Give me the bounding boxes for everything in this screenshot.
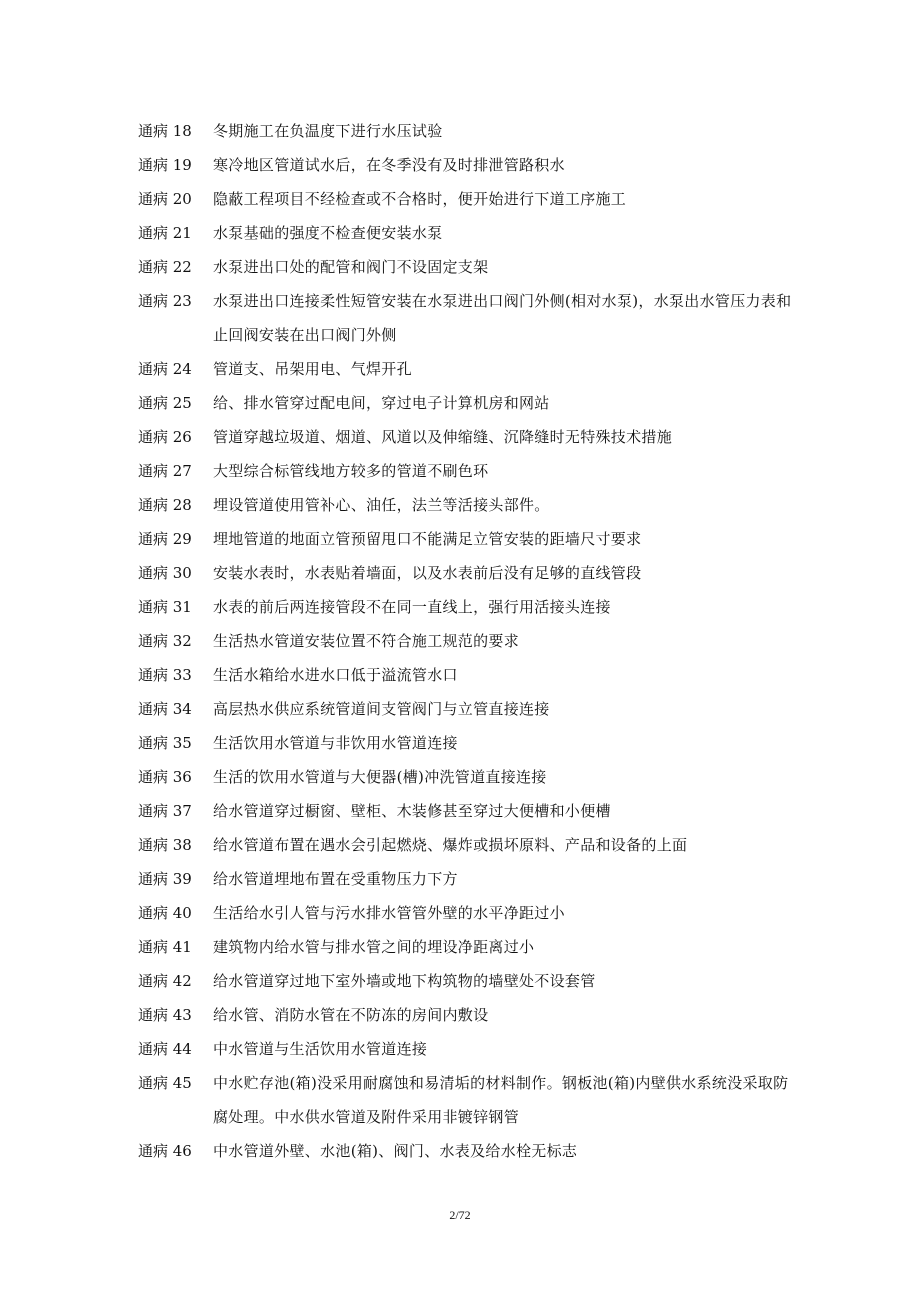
item-code: 通病 45 <box>138 1074 192 1092</box>
item-text: 建筑物内给水管与排水管之间的埋设净距离过小 <box>213 938 535 957</box>
item-code: 通病 37 <box>138 802 192 820</box>
item-code: 通病 34 <box>138 700 192 718</box>
list-item <box>138 596 798 618</box>
item-text: 给水管道布置在遇水会引起燃烧、爆炸或损坏原料、产品和设备的上面 <box>213 836 688 855</box>
item-text: 生活的饮用水管道与大便器(槽)冲洗管道直接连接 <box>213 768 547 787</box>
item-text: 中水管道与生活饮用水管道连接 <box>213 1040 428 1059</box>
list-item <box>138 1004 798 1026</box>
item-code: 通病 32 <box>138 632 192 650</box>
item-text: 给水管道穿过地下室外墙或地下构筑物的墙壁处不设套管 <box>213 972 596 991</box>
list-item <box>138 630 798 652</box>
item-code: 通病 30 <box>138 564 192 582</box>
item-text: 中水管道外壁、水池(箱)、阀门、水表及给水栓无标志 <box>213 1142 578 1161</box>
list-item <box>138 902 798 924</box>
item-code: 通病 38 <box>138 836 192 854</box>
list-item <box>138 358 798 380</box>
list-item <box>138 222 798 244</box>
list-item <box>138 494 798 516</box>
item-code: 通病 26 <box>138 428 192 446</box>
list-item <box>138 834 798 856</box>
item-code: 通病 19 <box>138 156 192 174</box>
item-code: 通病 46 <box>138 1142 192 1160</box>
list-item <box>138 290 798 346</box>
list-item <box>138 1038 798 1060</box>
item-text: 中水贮存池(箱)没采用耐腐蚀和易清垢的材料制作。钢板池(箱)内壁供水系统没采取防腐处理。中水供水管道及附件采用非镀锌钢管 <box>213 1074 789 1127</box>
item-code: 通病 36 <box>138 768 192 786</box>
defect-list <box>138 120 798 1174</box>
item-text: 埋设管道使用管补心、油任，法兰等活接头部件。 <box>213 496 550 515</box>
item-code: 通病 24 <box>138 360 192 378</box>
list-item <box>138 970 798 992</box>
list-item <box>138 800 798 822</box>
item-text: 隐蔽工程项目不经检查或不合格时，便开始进行下道工序施工 <box>213 190 627 209</box>
list-item <box>138 426 798 448</box>
item-text: 冬期施工在负温度下进行水压试验 <box>213 122 443 141</box>
item-text: 管道穿越垃圾道、烟道、风道以及伸缩缝、沉降缝时无特殊技术措施 <box>213 428 673 447</box>
item-text: 埋地管道的地面立管预留甩口不能满足立管安装的距墙尺寸要求 <box>213 530 642 549</box>
item-text: 生活水箱给水进水口低于溢流管水口 <box>213 666 458 685</box>
list-item <box>138 766 798 788</box>
item-text: 水泵进出口处的配管和阀门不设固定支架 <box>213 258 489 277</box>
list-item <box>138 868 798 890</box>
page-number: 2/72 <box>449 1208 471 1222</box>
list-item <box>138 460 798 482</box>
list-item <box>138 120 798 142</box>
item-code: 通病 33 <box>138 666 192 684</box>
item-text: 给水管道埋地布置在受重物压力下方 <box>213 870 458 889</box>
item-code: 通病 42 <box>138 972 192 990</box>
item-code: 通病 43 <box>138 1006 192 1024</box>
list-item <box>138 698 798 720</box>
item-code: 通病 28 <box>138 496 192 514</box>
item-text: 给、排水管穿过配电间，穿过电子计算机房和网站 <box>213 394 550 413</box>
list-item <box>138 528 798 550</box>
item-code: 通病 40 <box>138 904 192 922</box>
item-text: 水泵进出口连接柔性短管安装在水泵进出口阀门外侧(相对水泵)，水泵出水管压力表和止回阀安装在出口阀门外侧 <box>213 292 792 345</box>
item-code: 通病 41 <box>138 938 192 956</box>
item-code: 通病 22 <box>138 258 192 276</box>
item-text: 给水管道穿过橱窗、壁柜、木装修甚至穿过大便槽和小便槽 <box>213 802 611 821</box>
item-text: 寒冷地区管道试水后，在冬季没有及时排泄管路积水 <box>213 156 565 175</box>
list-item <box>138 664 798 686</box>
item-code: 通病 18 <box>138 122 192 140</box>
item-text: 生活给水引人管与污水排水管管外壁的水平净距过小 <box>213 904 565 923</box>
item-code: 通病 20 <box>138 190 192 208</box>
item-code: 通病 35 <box>138 734 192 752</box>
item-code: 通病 31 <box>138 598 192 616</box>
item-text: 安装水表时，水表贴着墙面，以及水表前后没有足够的直线管段 <box>213 564 642 583</box>
list-item <box>138 256 798 278</box>
item-text: 高层热水供应系统管道间支管阀门与立管直接连接 <box>213 700 550 719</box>
list-item <box>138 562 798 584</box>
item-text: 生活饮用水管道与非饮用水管道连接 <box>213 734 458 753</box>
item-text: 生活热水管道安装位置不符合施工规范的要求 <box>213 632 520 651</box>
list-item <box>138 154 798 176</box>
list-item <box>138 732 798 754</box>
list-item <box>138 392 798 414</box>
list-item <box>138 1140 798 1162</box>
list-item <box>138 1072 798 1128</box>
item-code: 通病 39 <box>138 870 192 888</box>
item-text: 管道支、吊架用电、气焊开孔 <box>213 360 412 379</box>
item-code: 通病 44 <box>138 1040 192 1058</box>
item-text: 大型综合标管线地方较多的管道不刷色环 <box>213 462 489 481</box>
list-item <box>138 936 798 958</box>
item-code: 通病 25 <box>138 394 192 412</box>
item-text: 给水管、消防水管在不防冻的房间内敷设 <box>213 1006 489 1025</box>
item-code: 通病 29 <box>138 530 192 548</box>
item-code: 通病 21 <box>138 224 192 242</box>
item-code: 通病 23 <box>138 292 192 310</box>
item-text: 水表的前后两连接管段不在同一直线上，强行用活接头连接 <box>213 598 611 617</box>
item-code: 通病 27 <box>138 462 192 480</box>
item-text: 水泵基础的强度不检查便安装水泵 <box>213 224 443 243</box>
list-item <box>138 188 798 210</box>
